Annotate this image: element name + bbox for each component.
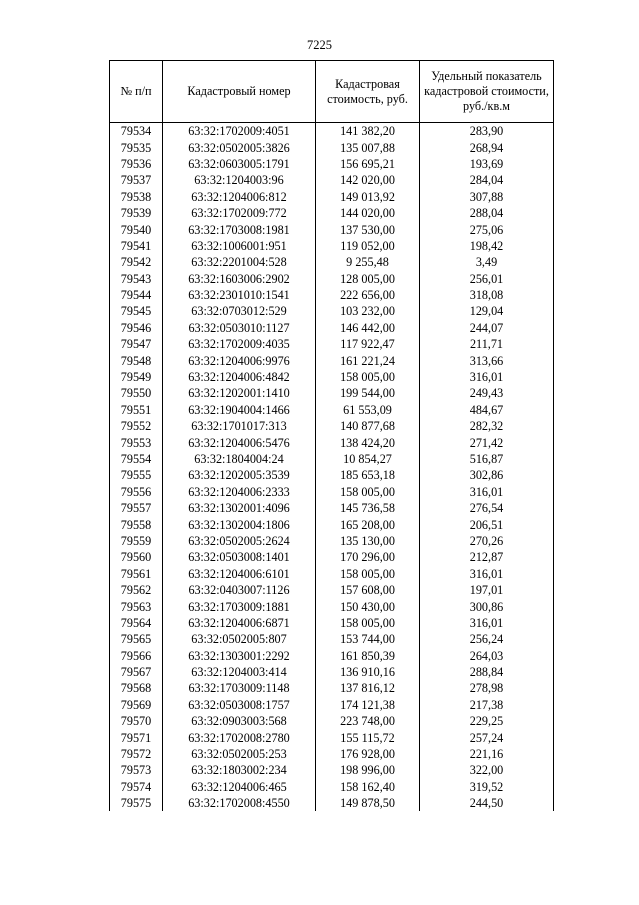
row-number-cell: 79571 xyxy=(110,729,163,745)
specific-value-cell: 197,01 xyxy=(420,582,554,598)
cadastral-number-cell: 63:32:1303001:2292 xyxy=(163,648,316,664)
cadastral-number-cell: 63:32:2201004:528 xyxy=(163,254,316,270)
table-header-row xyxy=(110,61,554,123)
table-row xyxy=(110,254,554,270)
specific-value-cell: 313,66 xyxy=(420,352,554,368)
row-number-cell: 79542 xyxy=(110,254,163,270)
cadastral-value-cell: 157 608,00 xyxy=(316,582,420,598)
table-row xyxy=(110,648,554,664)
row-number-cell: 79550 xyxy=(110,385,163,401)
column-header-cadastral-number: Кадастровый номер xyxy=(163,61,316,123)
cadastral-number-cell: 63:32:1204006:2333 xyxy=(163,484,316,500)
cadastral-number-cell: 63:32:1804004:24 xyxy=(163,451,316,467)
row-number-cell: 79545 xyxy=(110,303,163,319)
table-row xyxy=(110,746,554,762)
row-number-cell: 79534 xyxy=(110,123,163,140)
cadastral-number-cell: 63:32:1703009:1148 xyxy=(163,680,316,696)
cadastral-value-table xyxy=(109,60,554,811)
specific-value-cell: 284,04 xyxy=(420,172,554,188)
specific-value-cell: 316,01 xyxy=(420,484,554,500)
row-number-cell: 79552 xyxy=(110,418,163,434)
cadastral-value-cell: 174 121,38 xyxy=(316,697,420,713)
specific-value-cell: 316,01 xyxy=(420,566,554,582)
table-row xyxy=(110,303,554,319)
cadastral-number-cell: 63:32:1603006:2902 xyxy=(163,271,316,287)
cadastral-number-cell: 63:32:1701017:313 xyxy=(163,418,316,434)
table-row xyxy=(110,402,554,418)
cadastral-value-cell: 176 928,00 xyxy=(316,746,420,762)
row-number-cell: 79537 xyxy=(110,172,163,188)
specific-value-cell: 275,06 xyxy=(420,221,554,237)
table-row xyxy=(110,418,554,434)
cadastral-number-cell: 63:32:0503008:1757 xyxy=(163,697,316,713)
cadastral-value-cell: 222 656,00 xyxy=(316,287,420,303)
cadastral-value-cell: 158 005,00 xyxy=(316,566,420,582)
row-number-cell: 79554 xyxy=(110,451,163,467)
cadastral-number-cell: 63:32:1702008:4550 xyxy=(163,795,316,811)
cadastral-number-cell: 63:32:1204003:96 xyxy=(163,172,316,188)
table-row xyxy=(110,451,554,467)
cadastral-number-cell: 63:32:1702009:4035 xyxy=(163,336,316,352)
specific-value-cell: 264,03 xyxy=(420,648,554,664)
cadastral-value-cell: 136 910,16 xyxy=(316,664,420,680)
cadastral-value-cell: 155 115,72 xyxy=(316,729,420,745)
row-number-cell: 79535 xyxy=(110,139,163,155)
cadastral-number-cell: 63:32:1703008:1981 xyxy=(163,221,316,237)
specific-value-cell: 268,94 xyxy=(420,139,554,155)
cadastral-number-cell: 63:32:1202001:1410 xyxy=(163,385,316,401)
cadastral-number-cell: 63:32:1702009:772 xyxy=(163,205,316,221)
cadastral-number-cell: 63:32:0903003:568 xyxy=(163,713,316,729)
table-row xyxy=(110,352,554,368)
table-row xyxy=(110,205,554,221)
cadastral-value-cell: 199 544,00 xyxy=(316,385,420,401)
table-row xyxy=(110,238,554,254)
cadastral-value-cell: 138 424,20 xyxy=(316,434,420,450)
cadastral-number-cell: 63:32:1302004:1806 xyxy=(163,516,316,532)
cadastral-number-cell: 63:32:1202005:3539 xyxy=(163,467,316,483)
cadastral-value-cell: 140 877,68 xyxy=(316,418,420,434)
table-row xyxy=(110,500,554,516)
cadastral-number-cell: 63:32:1204006:6101 xyxy=(163,566,316,582)
table-row xyxy=(110,582,554,598)
row-number-cell: 79547 xyxy=(110,336,163,352)
cadastral-value-cell: 198 996,00 xyxy=(316,762,420,778)
row-number-cell: 79575 xyxy=(110,795,163,811)
table-row xyxy=(110,566,554,582)
table-row xyxy=(110,795,554,811)
row-number-cell: 79573 xyxy=(110,762,163,778)
table-row xyxy=(110,221,554,237)
cadastral-value-cell: 158 162,40 xyxy=(316,779,420,795)
row-number-cell: 79568 xyxy=(110,680,163,696)
row-number-cell: 79541 xyxy=(110,238,163,254)
specific-value-cell: 244,07 xyxy=(420,320,554,336)
row-number-cell: 79538 xyxy=(110,189,163,205)
cadastral-value-cell: 128 005,00 xyxy=(316,271,420,287)
column-header-cadastral-value: Кадастровая стоимость, руб. xyxy=(316,61,420,123)
cadastral-value-cell: 61 553,09 xyxy=(316,402,420,418)
cadastral-value-cell: 158 005,00 xyxy=(316,484,420,500)
table-row xyxy=(110,713,554,729)
cadastral-value-cell: 119 052,00 xyxy=(316,238,420,254)
table-row xyxy=(110,467,554,483)
cadastral-number-cell: 63:32:1702008:2780 xyxy=(163,729,316,745)
table-row xyxy=(110,320,554,336)
specific-value-cell: 322,00 xyxy=(420,762,554,778)
table-row xyxy=(110,123,554,140)
cadastral-value-cell: 103 232,00 xyxy=(316,303,420,319)
row-number-cell: 79563 xyxy=(110,598,163,614)
cadastral-number-cell: 63:32:1302001:4096 xyxy=(163,500,316,516)
row-number-cell: 79572 xyxy=(110,746,163,762)
cadastral-number-cell: 63:32:1204006:9976 xyxy=(163,352,316,368)
specific-value-cell: 129,04 xyxy=(420,303,554,319)
cadastral-value-cell: 145 736,58 xyxy=(316,500,420,516)
specific-value-cell: 316,01 xyxy=(420,369,554,385)
cadastral-number-cell: 63:32:0502005:3826 xyxy=(163,139,316,155)
table-body xyxy=(110,123,554,812)
table-row xyxy=(110,729,554,745)
cadastral-number-cell: 63:32:0502005:807 xyxy=(163,631,316,647)
specific-value-cell: 318,08 xyxy=(420,287,554,303)
cadastral-value-cell: 161 221,24 xyxy=(316,352,420,368)
cadastral-value-cell: 170 296,00 xyxy=(316,549,420,565)
table-row xyxy=(110,762,554,778)
specific-value-cell: 278,98 xyxy=(420,680,554,696)
column-header-number: № п/п xyxy=(110,61,163,123)
row-number-cell: 79556 xyxy=(110,484,163,500)
specific-value-cell: 198,42 xyxy=(420,238,554,254)
specific-value-cell: 211,71 xyxy=(420,336,554,352)
row-number-cell: 79566 xyxy=(110,648,163,664)
row-number-cell: 79564 xyxy=(110,615,163,631)
table-row xyxy=(110,484,554,500)
table-row xyxy=(110,172,554,188)
table-row xyxy=(110,434,554,450)
specific-value-cell: 271,42 xyxy=(420,434,554,450)
cadastral-value-cell: 156 695,21 xyxy=(316,156,420,172)
cadastral-number-cell: 63:32:1703009:1881 xyxy=(163,598,316,614)
cadastral-number-cell: 63:32:0502005:253 xyxy=(163,746,316,762)
cadastral-value-cell: 158 005,00 xyxy=(316,615,420,631)
table-row xyxy=(110,664,554,680)
cadastral-number-cell: 63:32:1803002:234 xyxy=(163,762,316,778)
cadastral-value-cell: 149 878,50 xyxy=(316,795,420,811)
row-number-cell: 79553 xyxy=(110,434,163,450)
specific-value-cell: 302,86 xyxy=(420,467,554,483)
page-number: 7225 xyxy=(307,38,332,52)
cadastral-value-cell: 144 020,00 xyxy=(316,205,420,221)
row-number-cell: 79560 xyxy=(110,549,163,565)
specific-value-cell: 206,51 xyxy=(420,516,554,532)
cadastral-number-cell: 63:32:1006001:951 xyxy=(163,238,316,254)
row-number-cell: 79543 xyxy=(110,271,163,287)
table-row xyxy=(110,549,554,565)
cadastral-number-cell: 63:32:1204006:6871 xyxy=(163,615,316,631)
cadastral-number-cell: 63:32:1204006:5476 xyxy=(163,434,316,450)
table-row xyxy=(110,779,554,795)
row-number-cell: 79544 xyxy=(110,287,163,303)
row-number-cell: 79557 xyxy=(110,500,163,516)
column-header-specific-value: Удельный показатель кадастровой стоимости, руб./кв.м xyxy=(420,61,554,123)
specific-value-cell: 316,01 xyxy=(420,615,554,631)
row-number-cell: 79570 xyxy=(110,713,163,729)
table-row xyxy=(110,336,554,352)
cadastral-number-cell: 63:32:1904004:1466 xyxy=(163,402,316,418)
row-number-cell: 79569 xyxy=(110,697,163,713)
table-row xyxy=(110,516,554,532)
table-row xyxy=(110,189,554,205)
table-row xyxy=(110,615,554,631)
specific-value-cell: 300,86 xyxy=(420,598,554,614)
cadastral-number-cell: 63:32:1204006:4842 xyxy=(163,369,316,385)
specific-value-cell: 193,69 xyxy=(420,156,554,172)
row-number-cell: 79546 xyxy=(110,320,163,336)
cadastral-number-cell: 63:32:0603005:1791 xyxy=(163,156,316,172)
cadastral-value-cell: 153 744,00 xyxy=(316,631,420,647)
table-row xyxy=(110,139,554,155)
cadastral-number-cell: 63:32:0503008:1401 xyxy=(163,549,316,565)
row-number-cell: 79559 xyxy=(110,533,163,549)
specific-value-cell: 283,90 xyxy=(420,123,554,140)
specific-value-cell: 221,16 xyxy=(420,746,554,762)
cadastral-value-cell: 135 130,00 xyxy=(316,533,420,549)
specific-value-cell: 256,01 xyxy=(420,271,554,287)
table-row xyxy=(110,271,554,287)
cadastral-number-cell: 63:32:0403007:1126 xyxy=(163,582,316,598)
row-number-cell: 79536 xyxy=(110,156,163,172)
cadastral-value-cell: 165 208,00 xyxy=(316,516,420,532)
cadastral-number-cell: 63:32:0503010:1127 xyxy=(163,320,316,336)
specific-value-cell: 256,24 xyxy=(420,631,554,647)
table-row xyxy=(110,533,554,549)
specific-value-cell: 288,84 xyxy=(420,664,554,680)
cadastral-value-cell: 223 748,00 xyxy=(316,713,420,729)
cadastral-value-cell: 9 255,48 xyxy=(316,254,420,270)
specific-value-cell: 282,32 xyxy=(420,418,554,434)
specific-value-cell: 3,49 xyxy=(420,254,554,270)
specific-value-cell: 288,04 xyxy=(420,205,554,221)
cadastral-value-cell: 142 020,00 xyxy=(316,172,420,188)
table-row xyxy=(110,385,554,401)
cadastral-number-cell: 63:32:0703012:529 xyxy=(163,303,316,319)
cadastral-number-cell: 63:32:1204006:812 xyxy=(163,189,316,205)
specific-value-cell: 270,26 xyxy=(420,533,554,549)
specific-value-cell: 319,52 xyxy=(420,779,554,795)
cadastral-value-cell: 146 442,00 xyxy=(316,320,420,336)
row-number-cell: 79561 xyxy=(110,566,163,582)
cadastral-value-cell: 137 816,12 xyxy=(316,680,420,696)
row-number-cell: 79565 xyxy=(110,631,163,647)
table-row xyxy=(110,631,554,647)
cadastral-value-cell: 135 007,88 xyxy=(316,139,420,155)
row-number-cell: 79539 xyxy=(110,205,163,221)
table-row xyxy=(110,287,554,303)
specific-value-cell: 244,50 xyxy=(420,795,554,811)
row-number-cell: 79574 xyxy=(110,779,163,795)
cadastral-value-cell: 10 854,27 xyxy=(316,451,420,467)
row-number-cell: 79562 xyxy=(110,582,163,598)
table-row xyxy=(110,680,554,696)
specific-value-cell: 307,88 xyxy=(420,189,554,205)
cadastral-value-cell: 137 530,00 xyxy=(316,221,420,237)
cadastral-number-cell: 63:32:2301010:1541 xyxy=(163,287,316,303)
row-number-cell: 79567 xyxy=(110,664,163,680)
specific-value-cell: 484,67 xyxy=(420,402,554,418)
specific-value-cell: 212,87 xyxy=(420,549,554,565)
table-row xyxy=(110,598,554,614)
table-row xyxy=(110,369,554,385)
cadastral-value-cell: 117 922,47 xyxy=(316,336,420,352)
cadastral-number-cell: 63:32:0502005:2624 xyxy=(163,533,316,549)
cadastral-value-cell: 150 430,00 xyxy=(316,598,420,614)
specific-value-cell: 249,43 xyxy=(420,385,554,401)
cadastral-value-cell: 149 013,92 xyxy=(316,189,420,205)
row-number-cell: 79551 xyxy=(110,402,163,418)
cadastral-value-cell: 185 653,18 xyxy=(316,467,420,483)
specific-value-cell: 516,87 xyxy=(420,451,554,467)
table-row xyxy=(110,156,554,172)
row-number-cell: 79558 xyxy=(110,516,163,532)
cadastral-number-cell: 63:32:1204006:465 xyxy=(163,779,316,795)
row-number-cell: 79540 xyxy=(110,221,163,237)
cadastral-number-cell: 63:32:1204003:414 xyxy=(163,664,316,680)
cadastral-value-cell: 161 850,39 xyxy=(316,648,420,664)
specific-value-cell: 229,25 xyxy=(420,713,554,729)
cadastral-value-cell: 141 382,20 xyxy=(316,123,420,140)
specific-value-cell: 217,38 xyxy=(420,697,554,713)
table-row xyxy=(110,697,554,713)
row-number-cell: 79548 xyxy=(110,352,163,368)
cadastral-value-cell: 158 005,00 xyxy=(316,369,420,385)
row-number-cell: 79549 xyxy=(110,369,163,385)
row-number-cell: 79555 xyxy=(110,467,163,483)
cadastral-number-cell: 63:32:1702009:4051 xyxy=(163,123,316,140)
specific-value-cell: 257,24 xyxy=(420,729,554,745)
specific-value-cell: 276,54 xyxy=(420,500,554,516)
